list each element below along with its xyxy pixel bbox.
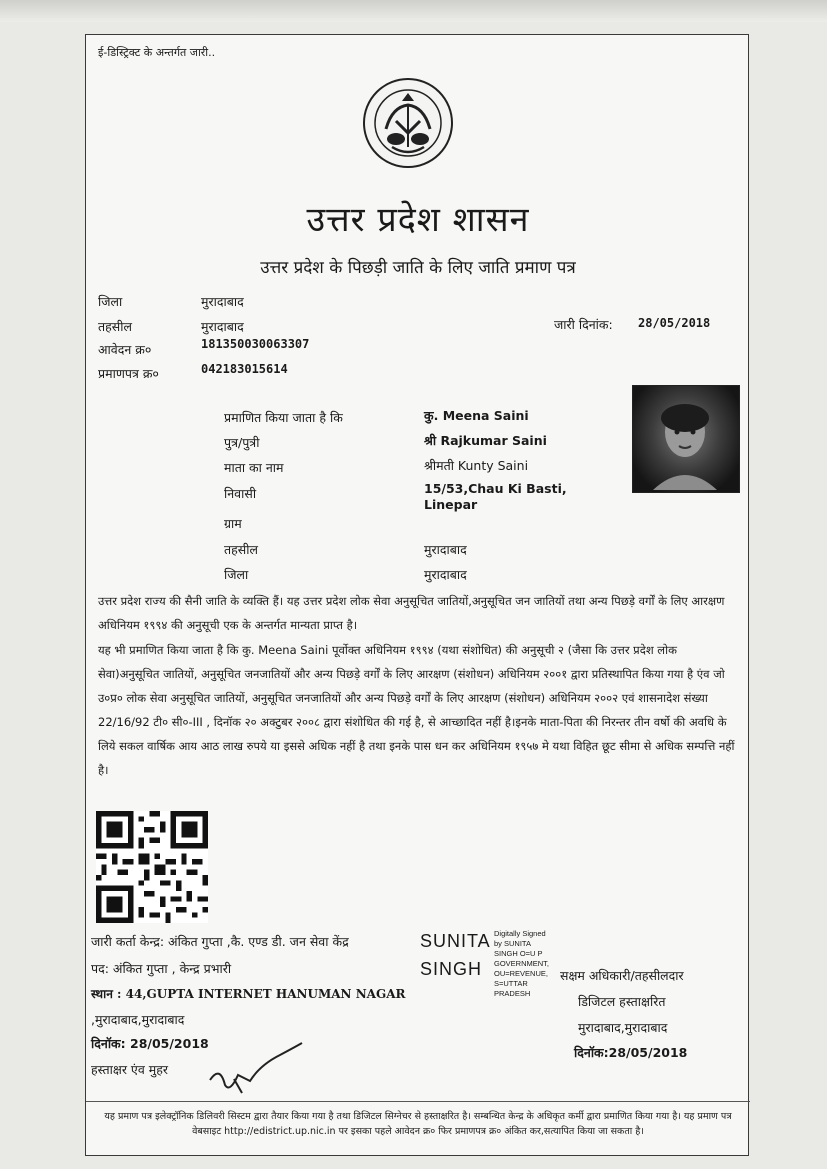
detail-district-label: जिला [224,567,249,582]
issue-date-value: 28/05/2018 [638,316,711,330]
up-government-emblem-icon [362,77,454,169]
application-number-label: आवेदन क्र० [98,342,152,357]
digital-signer-last-name: SINGH [420,959,483,979]
applicant-name: कु. Meena Saini [424,408,529,423]
detail-district-value: मुरादाबाद [424,567,467,582]
mother-label: माता का नाम [224,460,284,475]
resident-label: निवासी [224,486,257,501]
application-number-value: 181350030063307 [201,337,310,351]
resident-address-line1: 15/53,Chau Ki Basti, [424,481,567,496]
digital-signer-first-name: SUNITA [420,931,491,951]
village-label: ग्राम [224,516,242,531]
district-value: मुरादाबाद [201,294,244,309]
edistrict-note: ई-डिस्ट्रिक्ट के अन्तर्गत जारी.. [98,46,216,59]
child-of-label: पुत्र/पुत्री [224,435,260,450]
digital-signature-details: Digitally Signed by SUNITA SINGH O=U P GOVERNMENT, OU=REVENUE, S=UTTAR PRADESH [494,929,550,998]
issue-date-label: जारी दिनांक: [554,317,613,332]
tehsil-label: तहसील [98,319,132,334]
mother-name: श्रीमती Kunty Saini [424,458,529,473]
authority-title: सक्षम अधिकारी/तहसीलदार [560,968,684,983]
person-silhouette-icon [633,386,737,490]
caste-statement: उत्तर प्रदेश राज्य की सैनी जाति के व्यक्ति हैं। यह उत्तर प्रदेश लोक सेवा अनुसूचित जातियों,अनुसूचित जन जातियों तथा अन्य पिछड़े वर्गों के लिए आरक्षण अधिनियम १९९४ की अनुसूची एक के अन्तर्गत मान्यता प्राप्त है। [98,594,725,632]
resident-address-line2: Linepar [424,497,478,512]
footer-divider [86,1101,750,1102]
tehsil-value: मुरादाबाद [201,319,244,334]
certify-label: प्रमाणित किया जाता है कि [224,410,343,425]
verification-footer: यह प्रमाण पत्र इलेक्ट्रॉनिक डिलिवरी सिस्टम द्वारा तैयार किया गया है तथा डिजिटल सिग्नेचर से हस्ताक्षरित है। सम्बन्धित केन्द्र के अधिकृत कर्मी द्वारा प्रमाणित किया गया है। यह प्रमाण पत्र वेबसाइट http://edistrict.up.nic.in पर इसका पहले आवेदन क्र० फिर प्रमाणपत्र क्र० अंकित कर,सत्यापित किया जा सकता है। [104,1111,732,1137]
handwritten-signature [190,1035,310,1095]
scan-edge [0,0,827,22]
detail-tehsil-label: तहसील [224,542,258,557]
verification-qr-code [96,811,208,923]
district-label: जिला [98,294,123,309]
certificate-number-value: 042183015614 [201,362,288,376]
detail-tehsil-value: मुरादाबाद [424,542,467,557]
issuer-place: स्थान : 44,GUPTA INTERNET HANUMAN NAGAR [91,987,406,1001]
document-subtitle: उत्तर प्रदेश के पिछड़ी जाति के लिए जाति प्रमाण पत्र [260,258,576,278]
authority-place: मुरादाबाद,मुरादाबाद [578,1020,668,1035]
issuing-center: जारी कर्ता केन्द्र: अंकित गुप्ता ,कै. एण्ड डी. जन सेवा केंद्र [91,934,349,949]
sign-and-seal-label: हस्ताक्षर एंव मुहर [91,1062,168,1077]
caste-certificate [85,34,749,1156]
issuer-date: दिनॉक: 28/05/2018 [91,1036,209,1051]
authority-digital-signed: डिजिटल हस्ताक्षरित [578,994,666,1009]
document-title: उत्तर प्रदेश शासन [306,200,530,240]
authority-date: दिनॉक:28/05/2018 [574,1045,688,1060]
issuer-post: पद: अंकित गुप्ता , केन्द्र प्रभारी [91,961,232,976]
applicant-photo [632,385,740,493]
father-name: श्री Rajkumar Saini [424,433,547,448]
certificate-number-label: प्रमाणपत्र क्र० [98,366,159,381]
creamy-layer-statement: यह भी प्रमाणित किया जाता है कि कु. Meena Saini पूर्वोक्त अधिनियम १९९४ (यथा संशोधित) की अनुसूची २ (जैसा कि उत्तर प्रदेश लोक सेवा)अनुसूचित जातियों, अनुसूचित जनजातियों और अन्य पिछड़े वर्गों के लिए आरक्षण (संशोधन) अधिनियम २००१ द्वारा प्रतिस्थापित किया गया है एंव जो उ०प्र० लोक सेवा अनुसूचित जातियों, अनुसूचित जनजातियों और अन्य पिछड़े वर्गों के लिए आरक्षण (संशोधन) अधिनियम २००२ एवं शासनादेश संख्या 22/16/92 टी० सी०-III , दिनॉक २० अक्टुबर २००८ द्वारा संशोधित की गई है, से आच्छादित नहीं है।इनके माता-पिता की निरन्तर तीन वर्षो की अवधि के लिये सकल वार्षिक आय आठ लाख रुपये या इससे अधिक नहीं है तथा इनके पास धन कर अधिनियम १९५७ मे यथा विहित छूट सीमा से अधिक सम्पत्ति नहीं है। [98,643,735,777]
issuer-city: ,मुरादाबाद,मुरादाबाद [91,1012,185,1027]
